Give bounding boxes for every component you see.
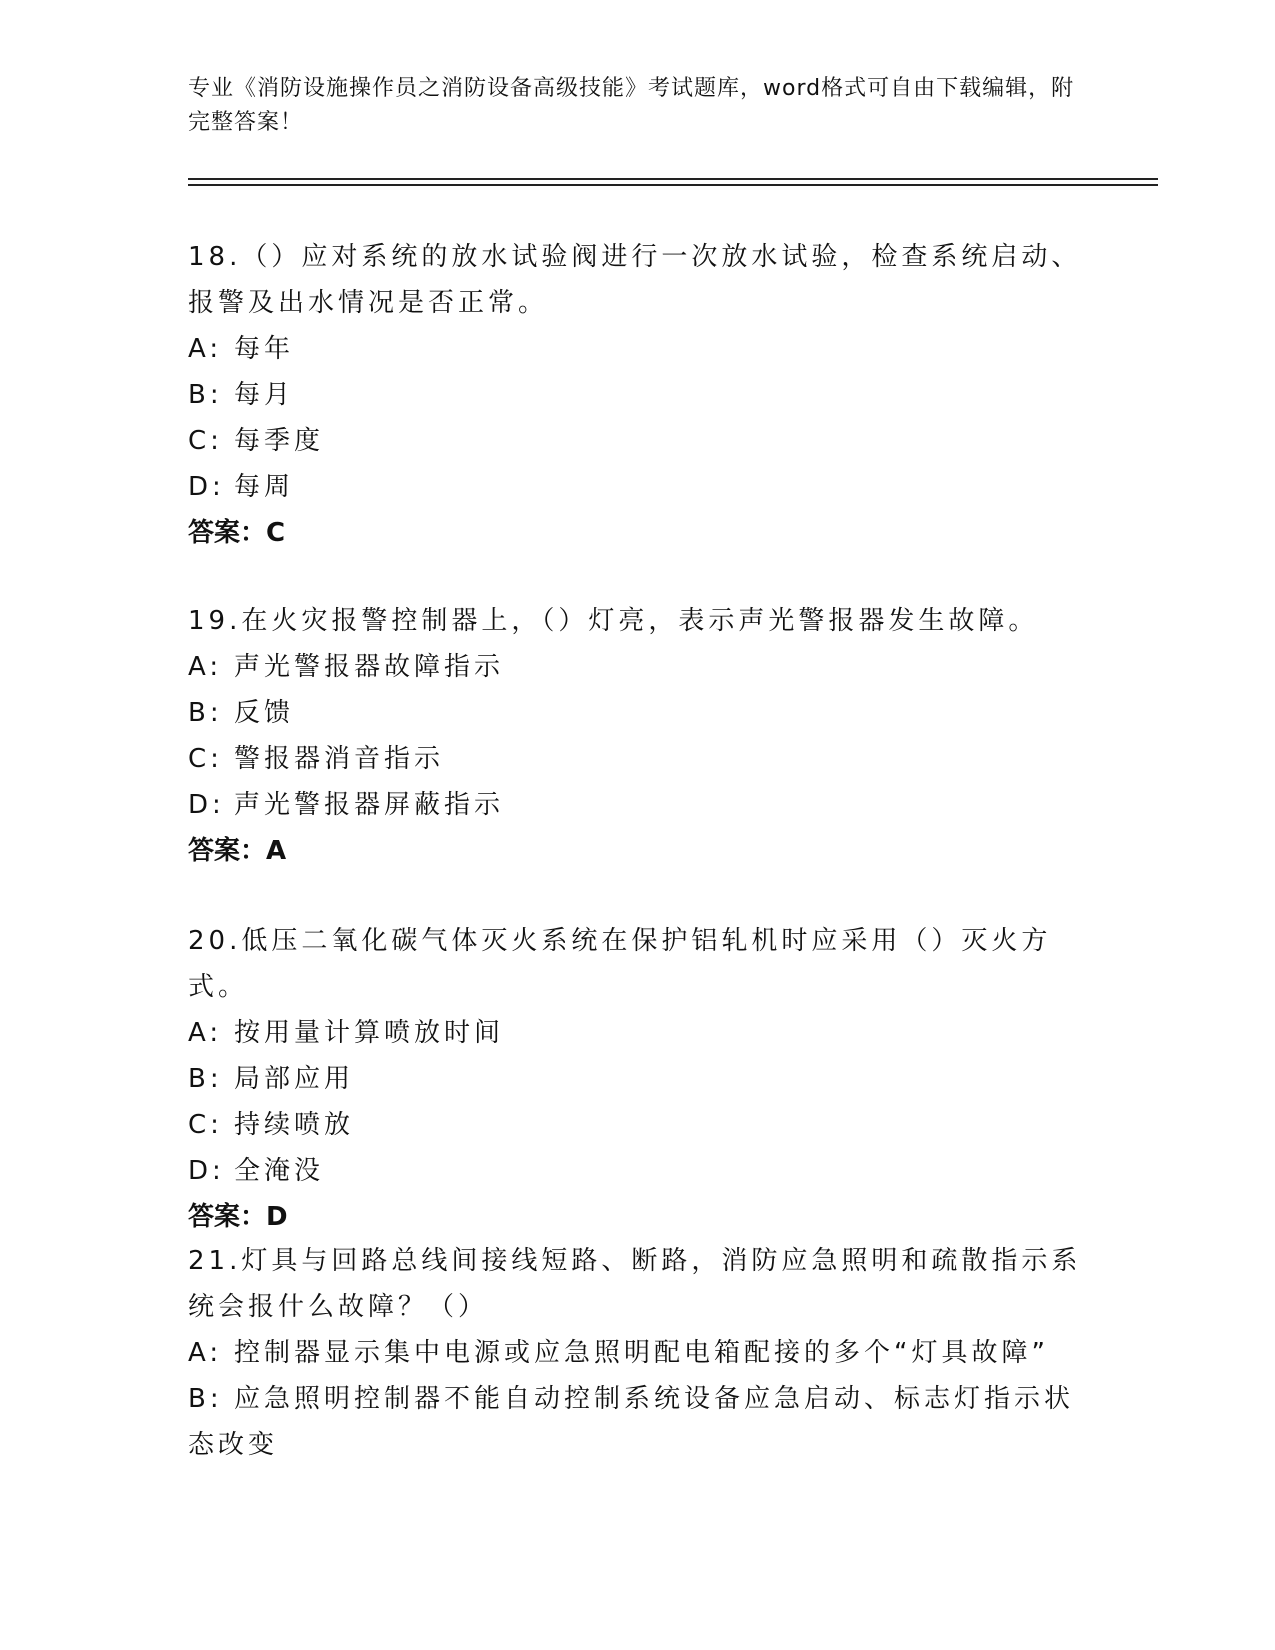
header-divider-top bbox=[188, 178, 1158, 180]
option-text: 每季度 bbox=[234, 426, 325, 456]
option-label: C: bbox=[188, 744, 223, 774]
option-text: 应急照明控制器不能自动控制系统设备应急启动、标志灯指示状态改变 bbox=[188, 1384, 1075, 1460]
document-header: 专业《消防设施操作员之消防设备高级技能》考试题库，word格式可自由下载编辑，附完整答案！ bbox=[188, 76, 1075, 135]
option-b bbox=[188, 690, 1088, 736]
question-18 bbox=[188, 234, 1088, 556]
option-text: 反馈 bbox=[234, 698, 295, 728]
option-label: A: bbox=[188, 334, 223, 364]
question-stem: 21.灯具与回路总线间接线短路、断路，消防应急照明和疏散指示系统会报什么故障？（） bbox=[188, 1246, 1082, 1322]
option-label: B: bbox=[188, 380, 223, 410]
question-stem: 20.低压二氧化碳气体灭火系统在保护铝轧机时应采用（）灭火方式。 bbox=[188, 926, 1052, 1002]
option-text: 全淹没 bbox=[234, 1156, 325, 1186]
question-stem: 19.在火灾报警控制器上，（）灯亮，表示声光警报器发生故障。 bbox=[188, 606, 1039, 636]
option-label: D: bbox=[188, 472, 225, 502]
question-stem: 18.（）应对系统的放水试验阀进行一次放水试验，检查系统启动、报警及出水情况是否正常。 bbox=[188, 242, 1082, 318]
answer-line: 答案：A bbox=[188, 836, 287, 866]
option-label: C: bbox=[188, 1110, 223, 1140]
question-20 bbox=[188, 918, 1088, 1240]
option-c bbox=[188, 736, 1088, 782]
option-text: 每年 bbox=[234, 334, 295, 364]
option-label: B: bbox=[188, 698, 223, 728]
option-a bbox=[188, 1010, 1088, 1056]
option-c bbox=[188, 418, 1088, 464]
option-label: C: bbox=[188, 426, 223, 456]
answer-line: 答案：C bbox=[188, 518, 286, 548]
option-text: 持续喷放 bbox=[234, 1110, 355, 1140]
option-text: 每周 bbox=[234, 472, 295, 502]
option-text: 控制器显示集中电源或应急照明配电箱配接的多个“灯具故障” bbox=[234, 1338, 1049, 1368]
option-c bbox=[188, 1102, 1088, 1148]
option-a bbox=[188, 1330, 1088, 1376]
option-label: A: bbox=[188, 652, 223, 682]
header-divider-bottom bbox=[188, 184, 1158, 186]
question-19 bbox=[188, 598, 1088, 874]
option-b bbox=[188, 372, 1088, 418]
option-b bbox=[188, 1056, 1088, 1102]
option-label: D: bbox=[188, 790, 225, 820]
option-label: B: bbox=[188, 1384, 223, 1414]
option-text: 声光警报器屏蔽指示 bbox=[234, 790, 505, 820]
option-a bbox=[188, 326, 1088, 372]
option-text: 局部应用 bbox=[234, 1064, 355, 1094]
option-a bbox=[188, 644, 1088, 690]
option-text: 按用量计算喷放时间 bbox=[234, 1018, 505, 1048]
option-label: A: bbox=[188, 1018, 223, 1048]
option-d bbox=[188, 782, 1088, 828]
option-d bbox=[188, 1148, 1088, 1194]
option-text: 每月 bbox=[234, 380, 295, 410]
option-b bbox=[188, 1376, 1088, 1468]
answer-line: 答案：D bbox=[188, 1202, 288, 1232]
option-d bbox=[188, 464, 1088, 510]
option-label: D: bbox=[188, 1156, 225, 1186]
option-text: 声光警报器故障指示 bbox=[234, 652, 505, 682]
option-label: A: bbox=[188, 1338, 223, 1368]
option-label: B: bbox=[188, 1064, 223, 1094]
question-21 bbox=[188, 1238, 1088, 1468]
option-text: 警报器消音指示 bbox=[234, 744, 445, 774]
